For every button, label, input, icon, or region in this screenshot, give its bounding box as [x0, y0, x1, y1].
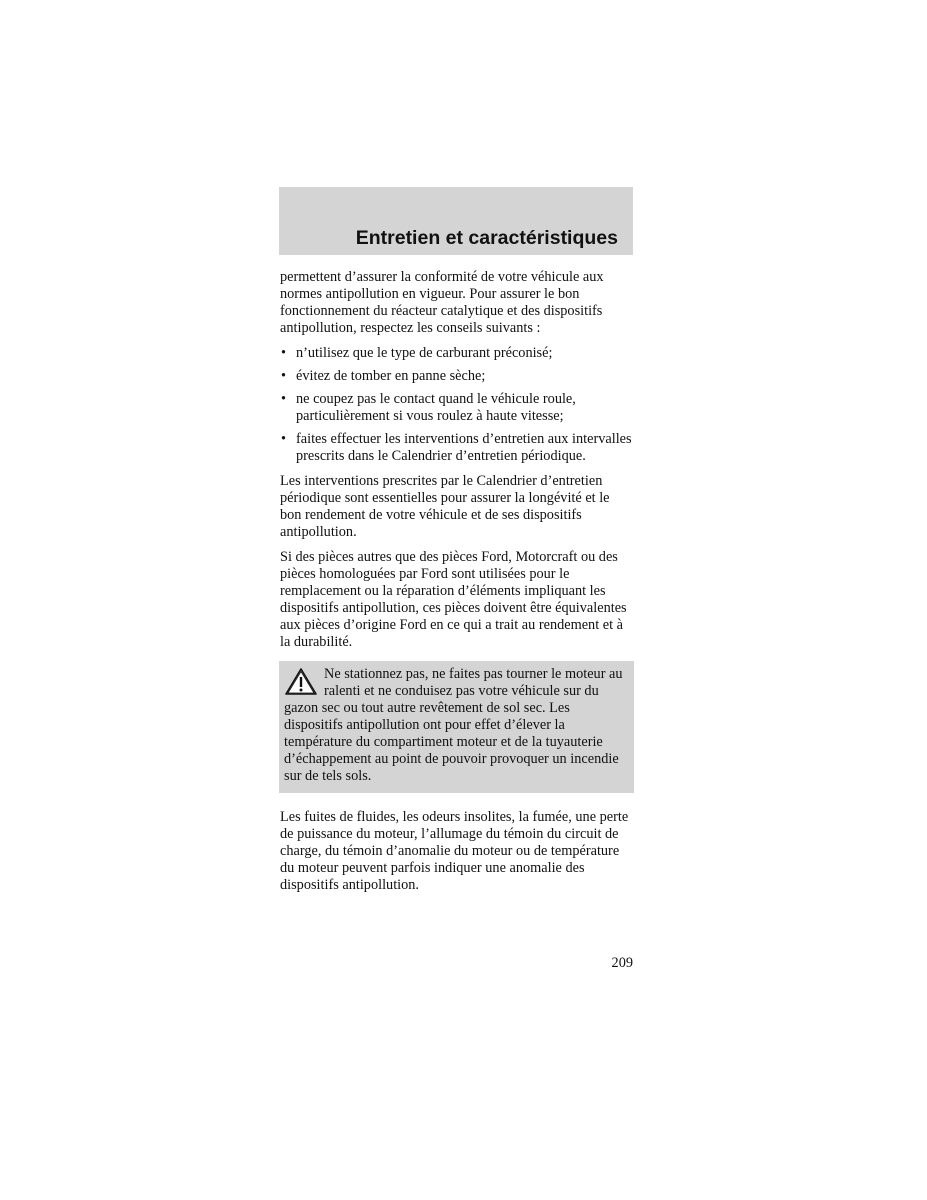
list-item: • n’utilisez que le type de carburant préconisé; — [281, 345, 553, 361]
warning-triangle-icon — [284, 667, 318, 697]
list-item: • évitez de tomber en panne sèche; — [281, 368, 486, 384]
maintenance-paragraph: Les interventions prescrites par le Calendrier d’entretien périodique sont essentielles pour assurer la longévité et le bon rendement de votre véhicule et de ses dispositifs antipollution. — [280, 473, 610, 540]
bullet-icon: • — [281, 431, 287, 447]
warning-box — [279, 661, 634, 793]
symptoms-paragraph: Les fuites de fluides, les odeurs insolites, la fumée, une perte de puissance du moteur, l’allumage du témoin du circuit de charge, du témoin d’anomalie du moteur ou de température du moteur peuvent parfois indiquer une anomalie des dispositifs antipollution. — [280, 809, 629, 893]
bullet-icon: • — [281, 368, 287, 384]
advice-list — [280, 345, 634, 465]
warning-text: Ne stationnez pas, ne faites pas tourner le moteur au ralenti et ne conduisez pas votre véhicule sur du gazon sec ou tout autre revêtement de sol sec. Les dispositifs antipollution ont pour effet d’élever la température du compartiment moteur et de la tuyauterie d’échappement au point de pouvoir provoquer un incendie sur de tels sols. — [284, 666, 623, 784]
list-item: • faites effectuer les interventions d’entretien aux intervalles prescrits dans le Calendrier d’entretien périodique. — [281, 431, 632, 464]
page-content — [280, 269, 634, 902]
section-title: Entretien et caractéristiques — [355, 227, 618, 249]
bullet-icon: • — [281, 391, 287, 407]
bullet-icon: • — [281, 345, 287, 361]
list-item: • ne coupez pas le contact quand le véhicule roule, particulièrement si vous roulez à haute vitesse; — [281, 391, 576, 424]
parts-paragraph: Si des pièces autres que des pièces Ford, Motorcraft ou des pièces homologuées par Ford sont utilisées pour le remplacement ou la réparation d’éléments impliquant les dispositifs antipollution, ces pièces doivent être équivalentes aux pièces d’origine Ford en ce qui a trait au rendement et à la durabilité. — [280, 549, 627, 650]
section-header-band — [279, 187, 633, 255]
page-number: 209 — [611, 955, 633, 971]
intro-paragraph: permettent d’assurer la conformité de votre véhicule aux normes antipollution en vigueur. Pour assurer le bon fonctionnement du réacteur catalytique et des dispositifs antipollution, respectez les conseils suivants : — [280, 269, 604, 336]
